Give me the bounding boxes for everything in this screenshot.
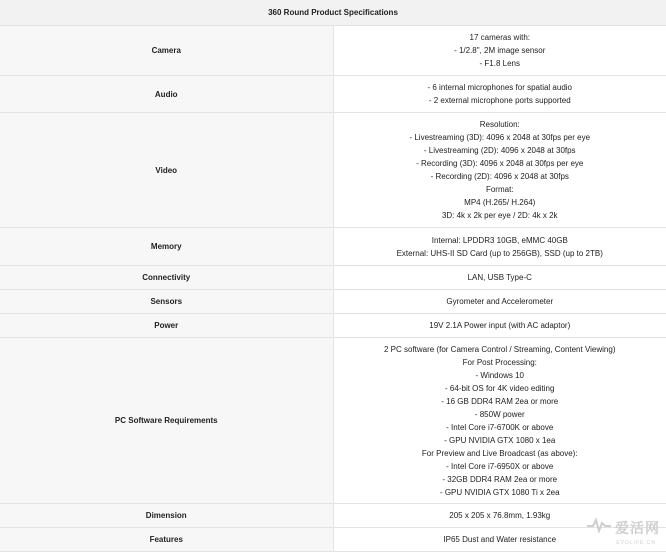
table-row (0, 76, 666, 113)
table-row (0, 26, 666, 76)
spec-value-line: 19V 2.1A Power input (with AC adaptor) (334, 319, 666, 332)
spec-value-line: - Livestreaming (3D): 4096 x 2048 at 30fps per eye (334, 131, 666, 144)
spec-label: Connectivity (0, 266, 333, 290)
spec-label: Power (0, 314, 333, 338)
spec-value-line: - 64-bit OS for 4K video editing (334, 382, 666, 395)
spec-label: Dimension (0, 504, 333, 528)
spec-value-line: - 850W power (334, 408, 666, 421)
spec-value-line: - 1/2.8", 2M image sensor (334, 44, 666, 57)
spec-value-line: IP65 Dust and Water resistance (334, 533, 666, 546)
table-row (0, 113, 666, 228)
table-title-row (0, 0, 666, 26)
spec-value-line: - Livestreaming (2D): 4096 x 2048 at 30fps (334, 144, 666, 157)
pulse-icon (586, 517, 612, 538)
table-row (0, 338, 666, 504)
spec-value-line: For Post Processing: (334, 356, 666, 369)
spec-value-line: - 32GB DDR4 RAM 2ea or more (334, 473, 666, 486)
spec-value (333, 266, 666, 290)
spec-value-line: 2 PC software (for Camera Control / Streaming, Content Viewing) (334, 343, 666, 356)
spec-value-line: - 6 internal microphones for spatial audio (334, 81, 666, 94)
spec-value-line: - GPU NVIDIA GTX 1080 x 1ea (334, 434, 666, 447)
watermark-text: 爱活网 (615, 518, 660, 538)
spec-body (0, 26, 666, 552)
spec-value-line: - Windows 10 (334, 369, 666, 382)
spec-value-line: For Preview and Live Broadcast (as above): (334, 447, 666, 460)
table-row (0, 290, 666, 314)
spec-value (333, 314, 666, 338)
spec-value-line: Gyrometer and Accelerometer (334, 295, 666, 308)
spec-value-line: 17 cameras with: (334, 31, 666, 44)
spec-value-line: Internal: LPDDR3 10GB, eMMC 40GB (334, 234, 666, 247)
spec-value-line: LAN, USB Type-C (334, 271, 666, 284)
spec-label: Audio (0, 76, 333, 113)
spec-value (333, 76, 666, 113)
table-row (0, 228, 666, 266)
spec-label: Memory (0, 228, 333, 266)
spec-label: Camera (0, 26, 333, 76)
spec-value-line: Resolution: (334, 118, 666, 131)
spec-value-line: - Intel Core i7-6950X or above (334, 460, 666, 473)
spec-value-line: - Intel Core i7-6700K or above (334, 421, 666, 434)
table-title: 360 Round Product Specifications (0, 0, 666, 26)
spec-value (333, 338, 666, 504)
spec-value-line: MP4 (H.265/ H.264) (334, 196, 666, 209)
spec-value (333, 113, 666, 228)
spec-label: PC Software Requirements (0, 338, 333, 504)
spec-value-line: - 16 GB DDR4 RAM 2ea or more (334, 395, 666, 408)
spec-value (333, 228, 666, 266)
table-row (0, 266, 666, 290)
spec-value-line: - Recording (2D): 4096 x 2048 at 30fps (334, 170, 666, 183)
spec-value (333, 290, 666, 314)
spec-label: Video (0, 113, 333, 228)
spec-value (333, 26, 666, 76)
spec-label: Features (0, 528, 333, 552)
spec-value-line: 3D: 4k x 2k per eye / 2D: 4k x 2k (334, 209, 666, 222)
table-row (0, 504, 666, 528)
spec-value-line: 205 x 205 x 76.8mm, 1.93kg (334, 509, 666, 522)
watermark-sub: EVOLIFE.CN (616, 540, 656, 546)
spec-value-line: Format: (334, 183, 666, 196)
spec-value-line: - GPU NVIDIA GTX 1080 Ti x 2ea (334, 486, 666, 499)
table-row (0, 314, 666, 338)
spec-value-line: External: UHS-II SD Card (up to 256GB), SSD (up to 2TB) (334, 247, 666, 260)
watermark (586, 517, 660, 538)
spec-label: Sensors (0, 290, 333, 314)
spec-value-line: - F1.8 Lens (334, 57, 666, 70)
spec-value-line: - Recording (3D): 4096 x 2048 at 30fps per eye (334, 157, 666, 170)
spec-value-line: - 2 external microphone ports supported (334, 94, 666, 107)
